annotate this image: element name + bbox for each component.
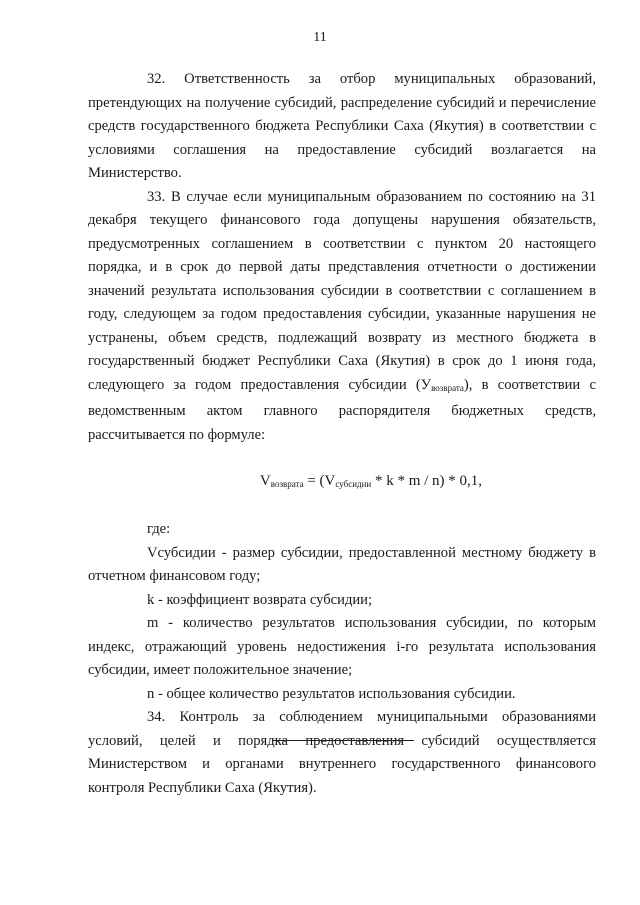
paragraph-33-text-end: ), в соответствии с ведомственным актом главного распорядителя бюджетных средств, рассчитывается по формуле: xyxy=(88,376,596,443)
paragraph-33 xyxy=(88,186,596,448)
document-body xyxy=(88,68,596,800)
formula-lhs: V xyxy=(259,473,271,489)
return-formula xyxy=(88,461,596,504)
page-number: 11 xyxy=(313,30,327,45)
formula-lhs-subscript: возврата xyxy=(270,479,304,489)
definition-n: n - общее количество результатов использования субсидии. xyxy=(147,685,516,702)
definition-k: k - коэффициент возврата субсидии; xyxy=(147,591,373,608)
paragraph-32: 32. Ответственность за отбор муниципальных образований, претендующих на получение субсидий, распределение субсидий и перечисление средств государственного бюджета Республики Саха (Якутия) в соответствии с условиями соглашения на предоставление субсидий возлагается на Министерство. xyxy=(88,71,596,181)
paragraph-33-text-start: 33. В случае если муниципальным образованием по состоянию на 31 декабря текущего финансового года допущены нарушения обязательств, предусмотренных соглашением в соответствии с пунктом 20 настоящего порядка, и в срок до первой даты представления отчетности о достижении значений результата использования субсидии в соответствии с соглашением в году, следующем за годом предоставления субсидии, указанные нарушения не устранены, объем средств, подлежащий возврату из местного бюджета в государственный бюджет Республики Саха (Якутия) в срок до 1 июня года, следующего за годом предоставления субсидии ( xyxy=(88,188,596,393)
return-amount-subscript: возврата xyxy=(431,382,464,393)
formula-equals-open: = (V xyxy=(303,473,336,489)
formula-rhs-subscript: субсидии xyxy=(335,479,372,489)
end-of-text-rule xyxy=(272,740,414,741)
definition-m: m - количество результатов использования субсидии, по которым индекс, отражающий уровень недостижения i-го результата использования субсидии, имеет положительное значение; xyxy=(88,615,596,678)
definition-v-subsidy: Vсубсидии - размер субсидии, предоставленной местному бюджету в отчетном финансовом году; xyxy=(88,544,596,584)
definitions-where: где: xyxy=(147,521,171,537)
return-amount-symbol: У xyxy=(420,376,432,393)
paragraph-34: 34. Контроль за соблюдением муниципальными образованиями условий, целей и порядка предоставления субсидий осуществляется Министерством и органами внутреннего государственного финансового контроля Республики Саха (Якутия). xyxy=(88,709,596,796)
formula-rest: * k * m / n) * 0,1, xyxy=(371,473,483,489)
